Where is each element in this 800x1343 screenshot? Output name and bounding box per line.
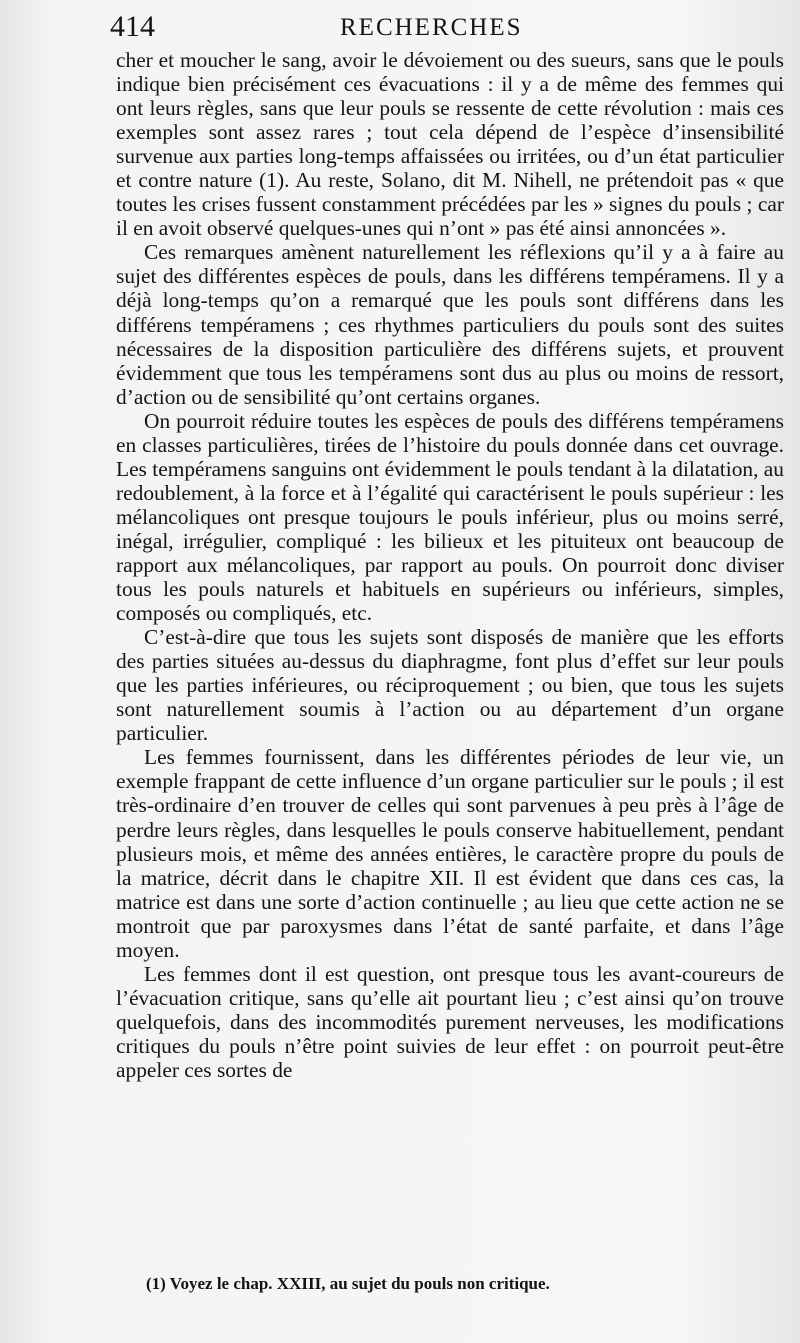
- running-head: RECHERCHES: [340, 14, 523, 41]
- paragraph: Ces remarques amènent naturellement les réflexions qu’il y a à faire au sujet des différentes espèces de pouls, dans les différens tempéramens. Il y a déjà long-temps qu’on a remarqué que les pouls sont différens dans les différens tempéramens ; ces rhythmes particuliers du pouls sont des suites nécessaires de la disposition particulière des différens sujets, et prouvent évidemment que tous les tempéramens sont dus au plus ou moins de ressort, d’action ou de sensibilité qu’ont certains organes.: [116, 240, 784, 409]
- paragraph: On pourroit réduire toutes les espèces de pouls des différens tempéramens en classes particulières, tirées de l’histoire du pouls donnée dans cet ouvrage. Les tempéramens sanguins ont évidemment le pouls tendant à la dilatation, au redoublement, à la force et à l’égalité qui caractérisent le pouls supérieur : les mélancoliques ont presque toujours le pouls inférieur, plus ou moins serré, inégal, irrégulier, compliqué : les bilieux et les pituiteux ont beaucoup de rapport aux mélancoliques, par rapport au pouls. On pourroit donc diviser tous les pouls naturels et habituels en supérieurs ou inférieurs, simples, composés ou compliqués, etc.: [116, 408, 784, 626]
- paragraph: C’est-à-dire que tous les sujets sont disposés de manière que les efforts des parties situées au-dessus du diaphragme, font plus d’effet sur leur pouls que les parties inférieures, ou réciproquement ; ou bien, que tous les sujets sont naturellement soumis à l’action ou au département d’un organe particulier.: [116, 625, 784, 746]
- paragraph: Les femmes dont il est question, ont presque tous les avant-coureurs de l’évacuation critique, sans qu’elle ait pourtant lieu ; c’est ainsi qu’on trouve quelquefois, dans des incommodités purement nerveuses, les modifications critiques du pouls n’être point suivies de leur effet : on pourroit peut-être appeler ces sortes de: [116, 961, 784, 1082]
- paragraph: cher et moucher le sang, avoir le dévoiement ou des sueurs, sans que le pouls indique bien précisément ces évacuations : il y a de même des femmes qui ont leurs règles, sans que leur pouls se ressente de cette révolution : mais ces exemples sont assez rares ; tout cela dépend de l’espèce d’insensibilité survenue aux parties long-temps affaissées ou irritées, ou d’un état particulier et contre nature (1). Au reste, Solano, dit M. Nihell, ne prétendoit pas « que toutes les crises fussent constamment précédées par les » signes du pouls ; car il en avoit observé quelques-unes qui n’ont » pas été ainsi annoncées ».: [116, 48, 784, 241]
- body-text: [116, 48, 784, 1082]
- paragraph: Les femmes fournissent, dans les différentes périodes de leur vie, un exemple frappant de cette influence d’un organe particulier sur le pouls ; il est très-ordinaire d’en trouver de celles qui sont parvenues à peu près à l’âge de perdre leurs règles, dans lesquelles le pouls conserve habituellement, pendant plusieurs mois, et même des années entières, le caractère propre du pouls de la matrice, décrit dans le chapitre XII. Il est évident que dans ces cas, la matrice est dans une sorte d’action continuelle ; au lieu que cette action ne se montroit que par paroxysmes dans l’état de santé parfaite, et dans l’âge moyen.: [116, 745, 784, 962]
- footnote: (1) Voyez le chap. XXIII, au sujet du pouls non critique.: [146, 1274, 550, 1293]
- page-header: [110, 10, 800, 50]
- page-number: 414: [110, 10, 155, 43]
